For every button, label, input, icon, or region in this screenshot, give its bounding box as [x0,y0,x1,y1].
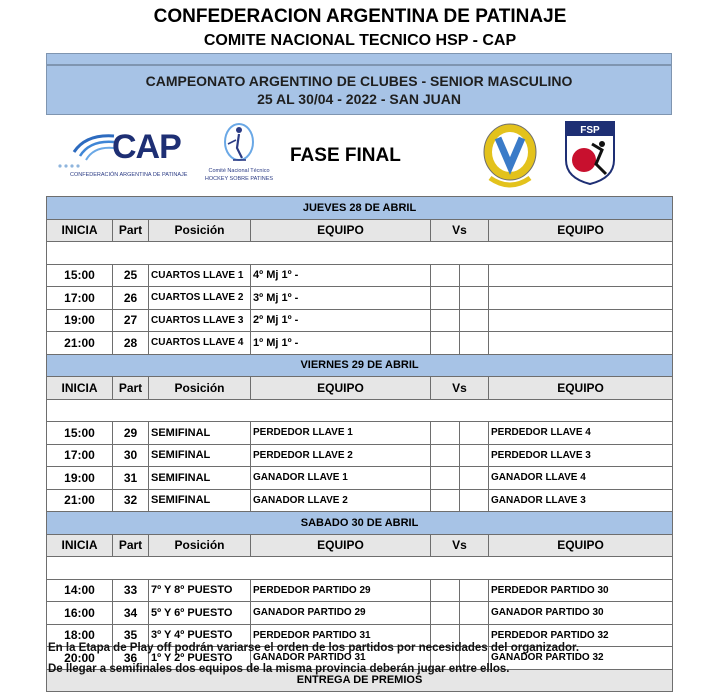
column-header-row [47,377,673,400]
championship-dates: 25 AL 30/04 - 2022 - SAN JUAN [257,91,461,107]
team-away: PERDEDOR PARTIDO 32 [489,624,673,647]
col-posicion: Posición [149,534,251,557]
col-equipo-2: EQUIPO [489,219,673,242]
cnt-caption-2: HOCKEY SOBRE PATINES [204,176,274,182]
match-row [47,264,673,287]
team-away: PERDEDOR LLAVE 3 [489,444,673,467]
team-away: GANADOR LLAVE 3 [489,489,673,512]
team-away [489,309,673,332]
score-home [431,287,460,310]
team-away: GANADOR PARTIDO 32 [489,647,673,670]
match-row [47,489,673,512]
score-away [460,444,489,467]
spacer-row [47,557,673,580]
score-away [460,287,489,310]
match-number: 34 [113,602,149,625]
score-home [431,332,460,355]
col-equipo-2: EQUIPO [489,534,673,557]
olimpia-logo [482,120,538,190]
score-home [431,467,460,490]
match-position: SEMIFINAL [149,467,251,490]
day-header-row [47,354,673,377]
col-inicia: INICIA [47,377,113,400]
match-row [47,602,673,625]
score-away [460,602,489,625]
cap-wordmark: CAP [112,128,181,166]
phase-title: FASE FINAL [290,145,401,166]
match-position: SEMIFINAL [149,422,251,445]
cnt-logo [198,120,280,190]
score-home [431,309,460,332]
team-home: PERDEDOR LLAVE 1 [251,422,431,445]
col-equipo: EQUIPO [251,377,431,400]
match-row [47,309,673,332]
match-position: CUARTOS LLAVE 1 [149,264,251,287]
col-posicion: Posición [149,219,251,242]
col-part: Part [113,377,149,400]
championship-name: CAMPEONATO ARGENTINO DE CLUBES - SENIOR MASCULINO [145,73,573,89]
team-home: GANADOR PARTIDO 29 [251,602,431,625]
col-vs: Vs [431,219,489,242]
match-position: CUARTOS LLAVE 3 [149,309,251,332]
match-number: 25 [113,264,149,287]
page-subtitle: COMITE NACIONAL TECNICO HSP - CAP [203,32,517,49]
match-row [47,444,673,467]
team-home: GANADOR LLAVE 1 [251,467,431,490]
team-away: PERDEDOR LLAVE 4 [489,422,673,445]
match-number: 33 [113,579,149,602]
note-2: De llegar a semifinales dos equipos de la misma provincia deberán jugar entre ellos. [48,663,510,675]
match-time: 21:00 [47,489,113,512]
match-time: 18:00 [47,624,113,647]
match-position: SEMIFINAL [149,444,251,467]
team-away: GANADOR LLAVE 4 [489,467,673,490]
cap-caption: CONFEDERACIÓN ARGENTINA DE PATINAJE [70,172,188,178]
spacer-cell [47,399,673,422]
match-time: 21:00 [47,332,113,355]
team-home: 3º Mj 1º - [251,287,431,310]
match-number: 35 [113,624,149,647]
score-away [460,264,489,287]
match-row [47,332,673,355]
match-time: 17:00 [47,444,113,467]
match-position: CUARTOS LLAVE 2 [149,287,251,310]
score-home [431,579,460,602]
note-1: En la Etapa de Play off podrán variarse el orden de los partidos por necesidades del organizador. [48,642,580,654]
match-time: 14:00 [47,579,113,602]
fsp-shield-icon [562,120,618,186]
team-home: 1º Mj 1º - [251,332,431,355]
team-home: PERDEDOR PARTIDO 29 [251,579,431,602]
day-header-row [47,512,673,535]
spacer-row [47,399,673,422]
match-row [47,422,673,445]
team-home: 2º Mj 1º - [251,309,431,332]
championship-banner [46,65,672,115]
match-time: 20:00 [47,647,113,670]
awards-label: ENTREGA DE PREMIOS [47,669,673,692]
team-away [489,287,673,310]
match-row [47,467,673,490]
olimpia-emblem-icon [482,120,538,190]
cap-swoosh-icon [56,128,116,172]
column-header-row [47,534,673,557]
spacer-cell [47,557,673,580]
score-away [460,309,489,332]
logos-row [46,118,672,196]
match-position: CUARTOS LLAVE 4 [149,332,251,355]
match-time: 15:00 [47,264,113,287]
col-part: Part [113,534,149,557]
score-away [460,332,489,355]
match-number: 31 [113,467,149,490]
col-equipo: EQUIPO [251,534,431,557]
team-home: 4º Mj 1º - [251,264,431,287]
day-header-row [47,197,673,220]
col-inicia: INICIA [47,534,113,557]
match-number: 26 [113,287,149,310]
col-vs: Vs [431,534,489,557]
col-vs: Vs [431,377,489,400]
score-home [431,444,460,467]
col-equipo-2: EQUIPO [489,377,673,400]
team-away [489,332,673,355]
match-number: 30 [113,444,149,467]
match-number: 36 [113,647,149,670]
column-header-row [47,219,673,242]
day-label: SABADO 30 DE ABRIL [47,512,673,535]
page-title: CONFEDERACION ARGENTINA DE PATINAJE [153,6,567,27]
score-away [460,467,489,490]
col-inicia: INICIA [47,219,113,242]
match-row [47,579,673,602]
match-number: 29 [113,422,149,445]
match-position: 3º Y 4º PUESTO [149,624,251,647]
cnt-caption-1: Comité Nacional Técnico [208,168,270,174]
match-number: 27 [113,309,149,332]
match-time: 16:00 [47,602,113,625]
match-row [47,287,673,310]
score-away [460,579,489,602]
match-number: 32 [113,489,149,512]
fsp-logo [562,120,618,186]
day-label: VIERNES 29 DE ABRIL [47,354,673,377]
day-label: JUEVES 28 DE ABRIL [47,197,673,220]
spacer-row [47,242,673,265]
col-posicion: Posición [149,377,251,400]
match-position: 5º Y 6º PUESTO [149,602,251,625]
score-home [431,602,460,625]
col-part: Part [113,219,149,242]
team-away: PERDEDOR PARTIDO 30 [489,579,673,602]
match-position: 7º Y 8º PUESTO [149,579,251,602]
header-band [46,53,672,65]
team-home: GANADOR LLAVE 2 [251,489,431,512]
match-number: 28 [113,332,149,355]
col-equipo: EQUIPO [251,219,431,242]
schedule-table [46,196,673,692]
score-away [460,489,489,512]
cap-logo [56,128,186,188]
team-home: PERDEDOR PARTIDO 31 [251,624,431,647]
team-away [489,264,673,287]
score-away [460,422,489,445]
team-away: GANADOR PARTIDO 30 [489,602,673,625]
fsp-label: FSP [580,125,600,136]
score-home [431,489,460,512]
match-time: 15:00 [47,422,113,445]
score-home [431,422,460,445]
spacer-cell [47,242,673,265]
match-time: 19:00 [47,467,113,490]
match-time: 17:00 [47,287,113,310]
match-position: SEMIFINAL [149,489,251,512]
skater-icon [198,120,280,168]
team-home: GANADOR PARTIDO 31 [251,647,431,670]
match-time: 19:00 [47,309,113,332]
score-home [431,264,460,287]
team-home: PERDEDOR LLAVE 2 [251,444,431,467]
match-position: 1º Y 2º PUESTO [149,647,251,670]
